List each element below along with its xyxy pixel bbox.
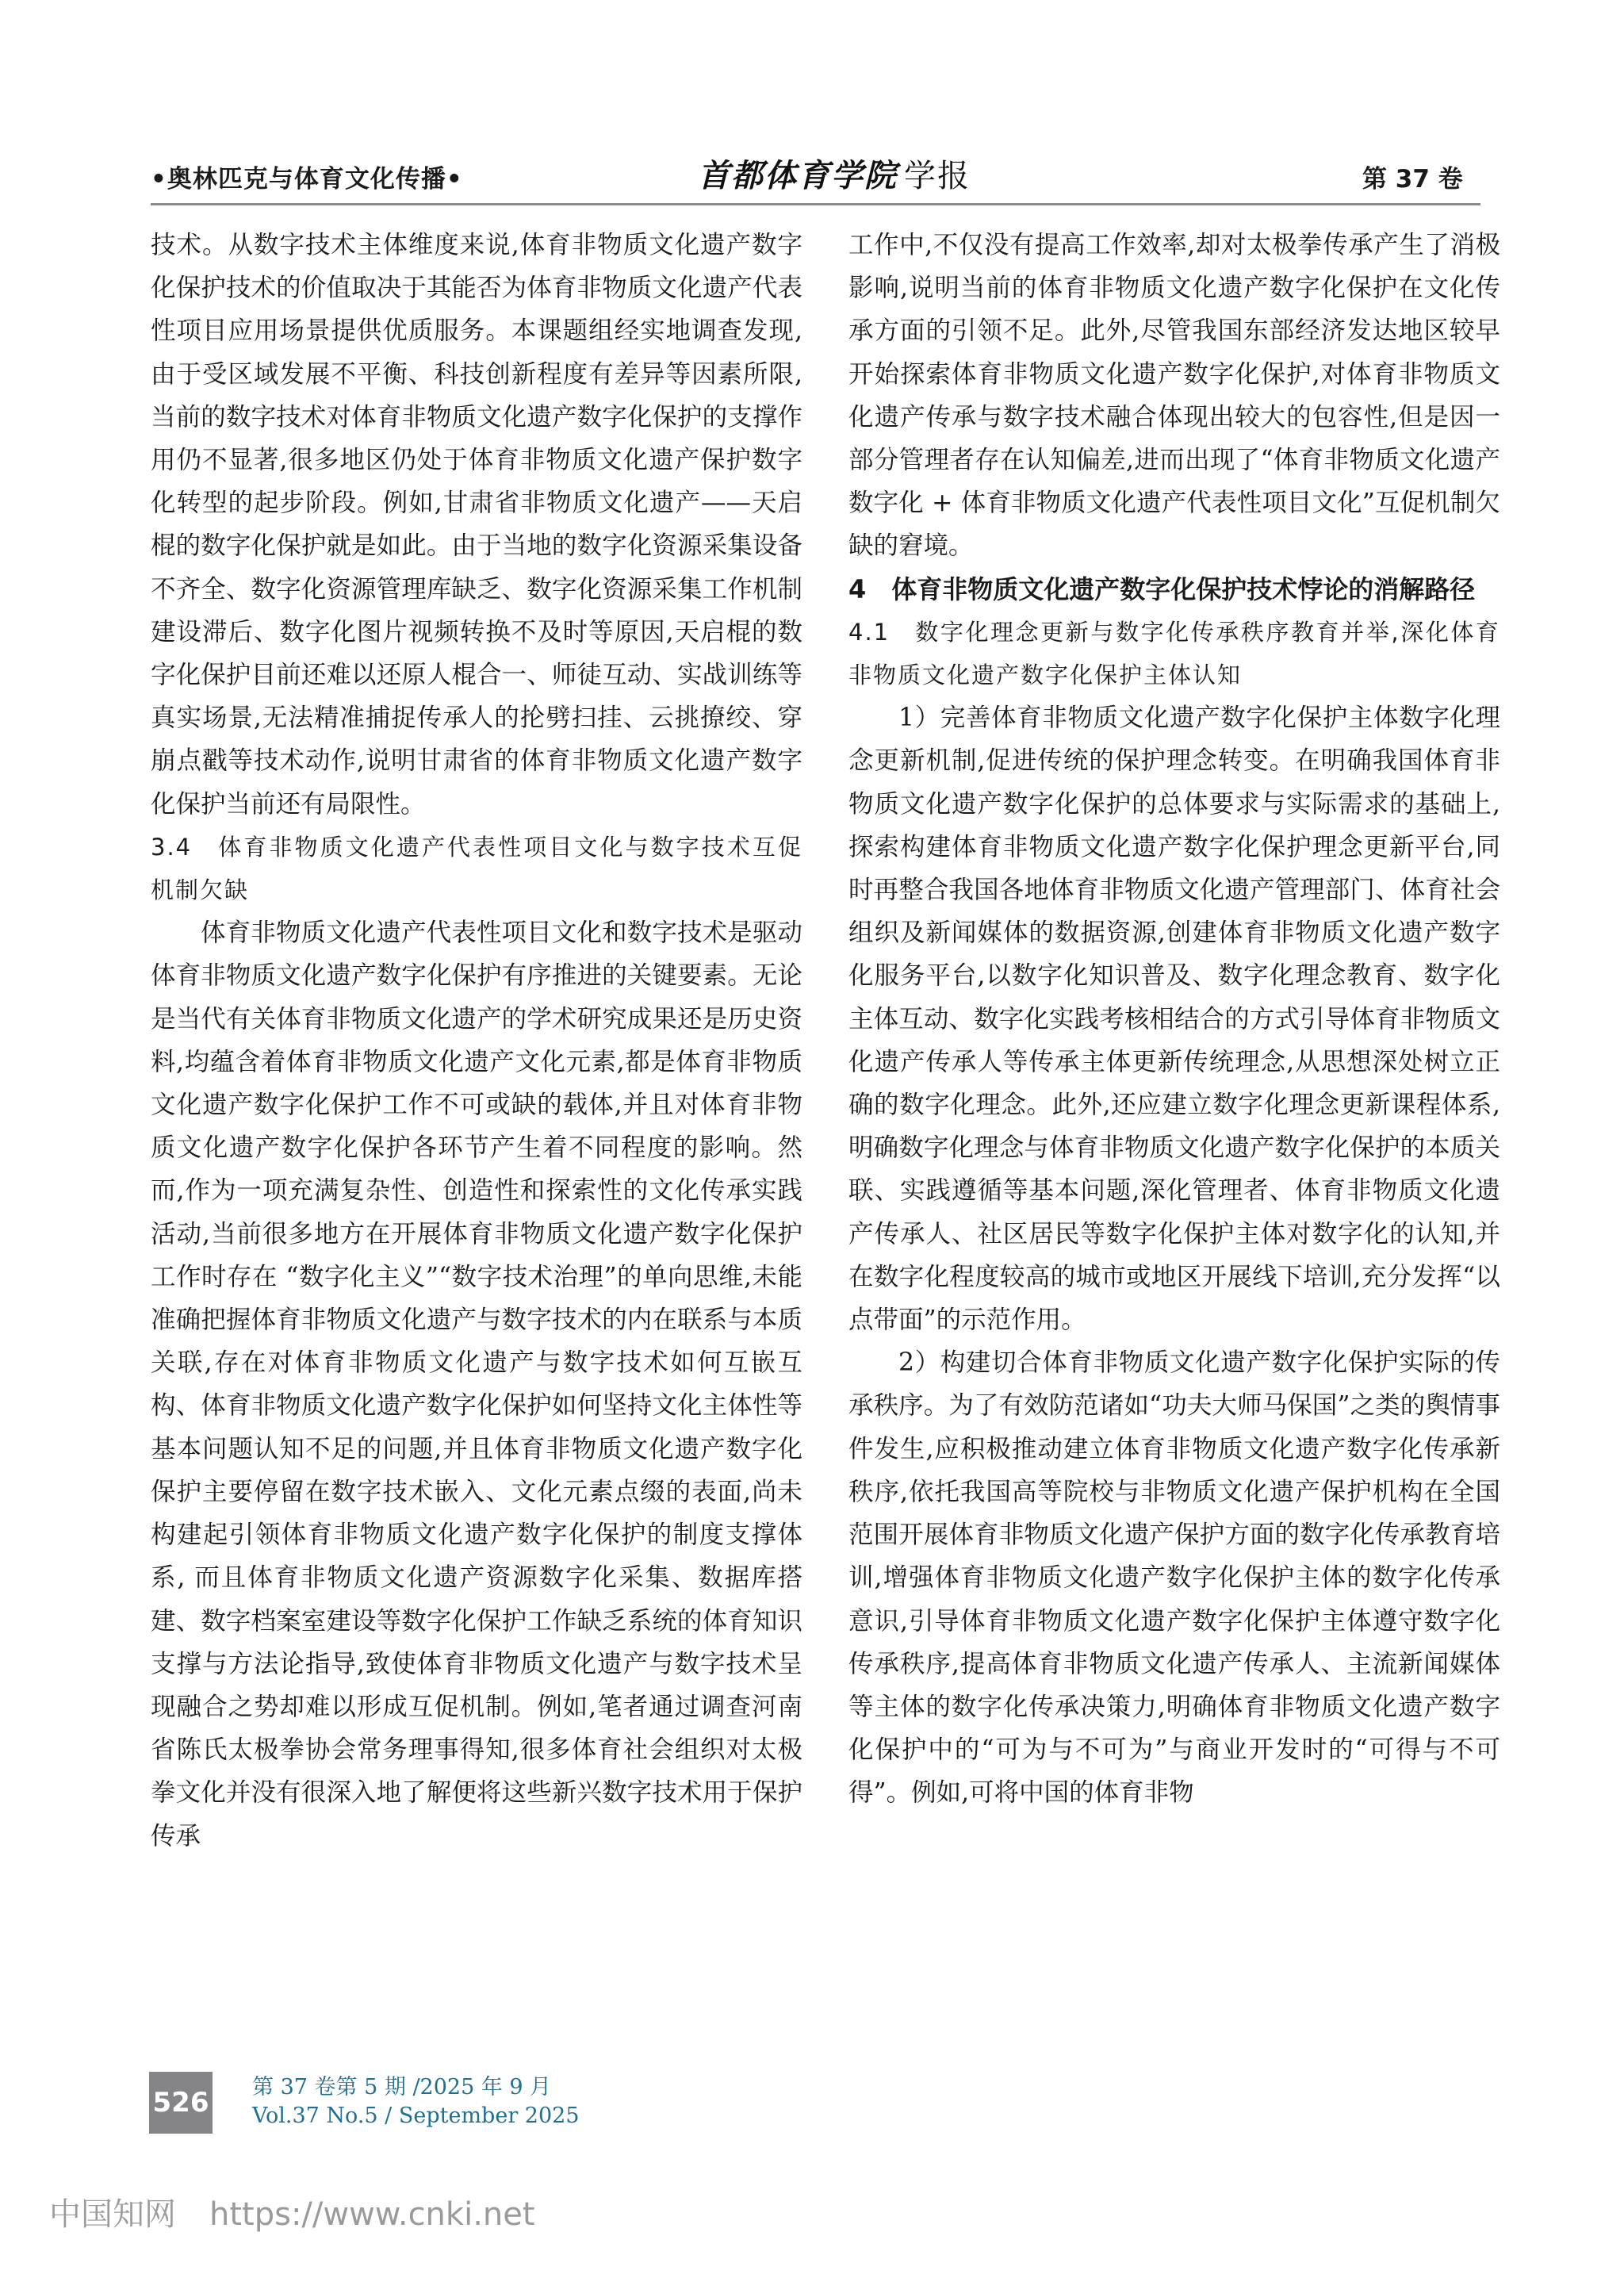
footer-issue-cn: 第 37 卷第 5 期 /2025 年 9 月 <box>252 2075 552 2100</box>
left-column <box>151 224 802 1858</box>
journal-logo <box>698 151 971 196</box>
subsection-heading-3-4: 3.4 体育非物质文化遗产代表性项目文化与数字技术互促机制欠缺 <box>151 833 802 904</box>
header-rule <box>151 203 1480 205</box>
paragraph: 2）构建切合体育非物质文化遗产数字化保护实际的传承秩序。为了有效防范诸如“功夫大师马保国”之类的舆情事件发生,应积极推动建立体育非物质文化遗产数字化传承新秩序,依托我国高等院校与非物质文化遗产保护机构在全国范围开展体育非物质文化遗产保护方面的数字化传承教育培训,增强体育非物质文化遗产数字化保护主体的数字化传承意识,引导体育非物质文化遗产数字化保护主体遵守数字化传承秩序,提高体育非物质文化遗产传承人、主流新闻媒体等主体的数字化传承决策力,明确体育非物质文化遗产数字化保护中的“可为与不可为”与商业开发时的“可得与不可得”。例如,可将中国的体育非物 <box>848 1348 1500 1808</box>
section-heading-4: 4 体育非物质文化遗产数字化保护技术悖论的消解路径 <box>848 573 1476 604</box>
page-number: 526 <box>149 2072 213 2134</box>
running-header-volume: 第 37 卷 <box>1362 165 1463 194</box>
cnki-watermark <box>49 2189 535 2234</box>
watermark-url[interactable]: https://www.cnki.net <box>209 2196 535 2233</box>
footer-issue-info <box>252 2073 580 2130</box>
journal-logo-name: 首都体育学院 <box>698 157 898 194</box>
paragraph: 1）完善体育非物质文化遗产数字化保护主体数字化理念更新机制,促进传统的保护理念转变。在明确我国体育非物质文化遗产数字化保护的总体要求与实际需求的基础上,探索构建体育非物质文化遗产数字化保护理念更新平台,同时再整合我国各地体育非物质文化遗产管理部门、体育社会组织及新闻媒体的数据资源,创建体育非物质文化遗产数字化服务平台,以数字化知识普及、数字化理念教育、数字化主体互动、数字化实践考核相结合的方式引导体育非物质文化遗产传承人等传承主体更新传统理念,从思想深处树立正确的数字化理念。此外,还应建立数字化理念更新课程体系,明确数字化理念与体育非物质文化遗产数字化保护的本质关联、实践遵循等基本问题,深化管理者、体育非物质文化遗产传承人、社区居民等数字化保护主体对数字化的认知,并在数字化程度较高的城市或地区开展线下培训,充分发挥“以点带面”的示范作用。 <box>848 704 1500 1335</box>
running-header-section: •奥林匹克与体育文化传播• <box>151 165 463 194</box>
paragraph: 工作中,不仅没有提高工作效率,却对太极拳传承产生了消极影响,说明当前的体育非物质文化遗产数字化保护在文化传承方面的引领不足。此外,尽管我国东部经济发达地区较早开始探索体育非物质文化遗产数字化保护,对体育非物质文化遗产传承与数字技术融合体现出较大的包容性,但是因一部分管理者存在认知偏差,进而出现了“体育非物质文化遗产数字化 + 体育非物质文化遗产代表性项目文化”互促机制欠缺的窘境。 <box>848 231 1500 561</box>
footer-issue-en: Vol.37 No.5 / September 2025 <box>252 2104 580 2128</box>
subsection-heading-4-1: 4.1 数字化理念更新与数字化传承秩序教育并举,深化体育非物质文化遗产数字化保护主体认知 <box>848 618 1500 689</box>
paragraph: 体育非物质文化遗产代表性项目文化和数字技术是驱动体育非物质文化遗产数字化保护有序推进的关键要素。无论是当代有关体育非物质文化遗产的学术研究成果还是历史资料,均蕴含着体育非物质文化遗产文化元素,都是体育非物质文化遗产数字化保护工作不可或缺的载体,并且对体育非物质文化遗产数字化保护各环节产生着不同程度的影响。然而,作为一项充满复杂性、创造性和探索性的文化传承实践活动,当前很多地方在开展体育非物质文化遗产数字化保护工作时存在 “数字化主义”“数字技术治理”的单向思维,未能准确把握体育非物质文化遗产与数字技术的内在联系与本质关联,存在对体育非物质文化遗产与数字技术如何互嵌互构、体育非物质文化遗产数字化保护如何坚持文化主体性等基本问题认知不足的问题,并且体育非物质文化遗产数字化保护主要停留在数字技术嵌入、文化元素点缀的表面,尚未构建起引领体育非物质文化遗产数字化保护的制度支撑体系, 而且体育非物质文化遗产资源数字化采集、数据库搭建、数字档案室建设等数字化保护工作缺乏系统的体育知识支撑与方法论指导,致使体育非物质文化遗产与数字技术呈现融合之势却难以形成互促机制。例如,笔者通过调查河南省陈氏太极拳协会常务理事得知,很多体育社会组织对太极拳文化并没有很深入地了解便将这些新兴数字技术用于保护传承 <box>151 918 802 1850</box>
paragraph: 技术。从数字技术主体维度来说,体育非物质文化遗产数字化保护技术的价值取决于其能否为体育非物质文化遗产代表性项目应用场景提供优质服务。本课题组经实地调查发现,由于受区域发展不平衡、科技创新程度有差异等因素所限,当前的数字技术对体育非物质文化遗产数字化保护的支撑作用仍不显著,很多地区仍处于体育非物质文化遗产保护数字化转型的起步阶段。例如,甘肃省非物质文化遗产——天启棍的数字化保护就是如此。由于当地的数字化资源采集设备不齐全、数字化资源管理库缺乏、数字化资源采集工作机制建设滞后、数字化图片视频转换不及时等原因,天启棍的数字化保护目前还难以还原人棍合一、师徒互动、实战训练等真实场景,无法精准捕捉传承人的抡劈扫挂、云挑撩绞、穿崩点戳等技术动作,说明甘肃省的体育非物质文化遗产数字化保护当前还有局限性。 <box>151 231 802 819</box>
right-column <box>848 224 1500 1815</box>
journal-logo-suffix: 学报 <box>904 158 971 194</box>
watermark-name: 中国知网 <box>49 2196 176 2233</box>
